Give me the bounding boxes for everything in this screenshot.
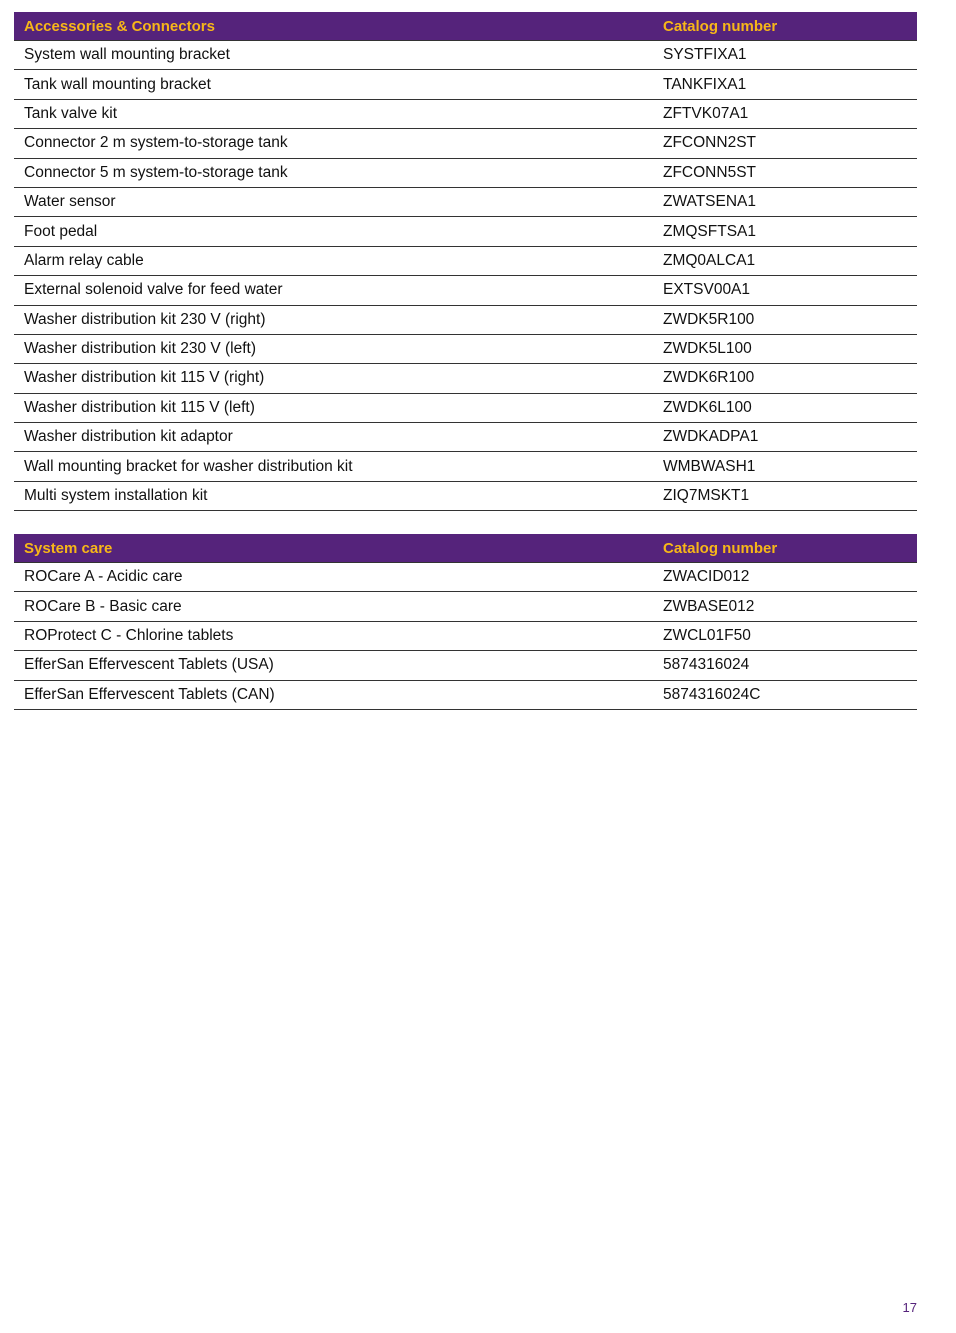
item-name: Washer distribution kit 230 V (left) xyxy=(24,340,257,358)
table-header xyxy=(14,12,917,41)
item-name: Multi system installation kit xyxy=(24,487,208,505)
item-name: EfferSan Effervescent Tablets (USA) xyxy=(24,656,274,674)
accessories-connectors-table xyxy=(14,12,917,511)
item-name: Washer distribution kit 115 V (right) xyxy=(24,369,265,387)
catalog-number: ZIQ7MSKT1 xyxy=(663,487,750,505)
catalog-number: ZFTVK07A1 xyxy=(663,104,749,122)
table-row xyxy=(14,681,917,710)
catalog-number: ZFCONN5ST xyxy=(663,163,756,181)
item-name: External solenoid valve for feed water xyxy=(24,281,283,299)
table-row xyxy=(14,100,917,129)
item-name: System wall mounting bracket xyxy=(24,46,230,64)
table-row xyxy=(14,70,917,99)
item-name: Washer distribution kit adaptor xyxy=(24,428,233,446)
catalog-number: ZWDK5R100 xyxy=(663,310,755,328)
header-catalog-number: Catalog number xyxy=(663,539,778,557)
table-row xyxy=(14,247,917,276)
catalog-number: ZWBASE012 xyxy=(663,597,755,615)
item-name: ROCare A - Acidic care xyxy=(24,568,183,586)
page-number: 17 xyxy=(902,1300,917,1315)
table-row xyxy=(14,563,917,592)
item-name: Connector 2 m system-to-storage tank xyxy=(24,134,288,152)
catalog-number: ZWDKADPA1 xyxy=(663,428,759,446)
table-row xyxy=(14,306,917,335)
catalog-number: ZWDK6R100 xyxy=(663,369,755,387)
table-row xyxy=(14,364,917,393)
table-header xyxy=(14,534,917,563)
table-row xyxy=(14,41,917,70)
catalog-number: ZWDK5L100 xyxy=(663,340,752,358)
item-name: Washer distribution kit 115 V (left) xyxy=(24,398,255,416)
system-care-table xyxy=(14,534,917,710)
catalog-number: ZFCONN2ST xyxy=(663,134,756,152)
catalog-number: TANKFIXA1 xyxy=(663,75,747,93)
table-row xyxy=(14,651,917,680)
catalog-number: 5874316024 xyxy=(663,656,750,674)
item-name: Tank valve kit xyxy=(24,104,118,122)
catalog-number: ZWACID012 xyxy=(663,568,750,586)
table-row xyxy=(14,452,917,481)
item-name: Washer distribution kit 230 V (right) xyxy=(24,310,266,328)
table-row xyxy=(14,592,917,621)
table-row xyxy=(14,217,917,246)
table-row xyxy=(14,622,917,651)
table-row xyxy=(14,394,917,423)
table-row xyxy=(14,276,917,305)
table-row xyxy=(14,335,917,364)
item-name: ROCare B - Basic care xyxy=(24,597,182,615)
catalog-number: EXTSV00A1 xyxy=(663,281,751,299)
catalog-number: SYSTFIXA1 xyxy=(663,46,747,64)
item-name: Wall mounting bracket for washer distribution kit xyxy=(24,457,353,475)
table-row xyxy=(14,188,917,217)
item-name: Connector 5 m system-to-storage tank xyxy=(24,163,288,181)
catalog-number: ZWATSENA1 xyxy=(663,193,757,211)
item-name: ROProtect C - Chlorine tablets xyxy=(24,626,234,644)
catalog-number: ZMQSFTSA1 xyxy=(663,222,757,240)
header-catalog-number: Catalog number xyxy=(663,17,778,35)
catalog-number: WMBWASH1 xyxy=(663,457,756,475)
item-name: Foot pedal xyxy=(24,222,98,240)
item-name: Tank wall mounting bracket xyxy=(24,75,211,93)
table-row xyxy=(14,482,917,511)
table-row xyxy=(14,129,917,158)
catalog-number: ZWDK6L100 xyxy=(663,398,752,416)
table-row xyxy=(14,159,917,188)
item-name: EfferSan Effervescent Tablets (CAN) xyxy=(24,685,275,703)
catalog-number: 5874316024C xyxy=(663,685,761,703)
item-name: Water sensor xyxy=(24,193,116,211)
header-item-name: Accessories & Connectors xyxy=(24,17,215,35)
table-row xyxy=(14,423,917,452)
catalog-number: ZMQ0ALCA1 xyxy=(663,251,756,269)
catalog-number: ZWCL01F50 xyxy=(663,626,751,644)
item-name: Alarm relay cable xyxy=(24,251,144,269)
header-item-name: System care xyxy=(24,539,113,557)
